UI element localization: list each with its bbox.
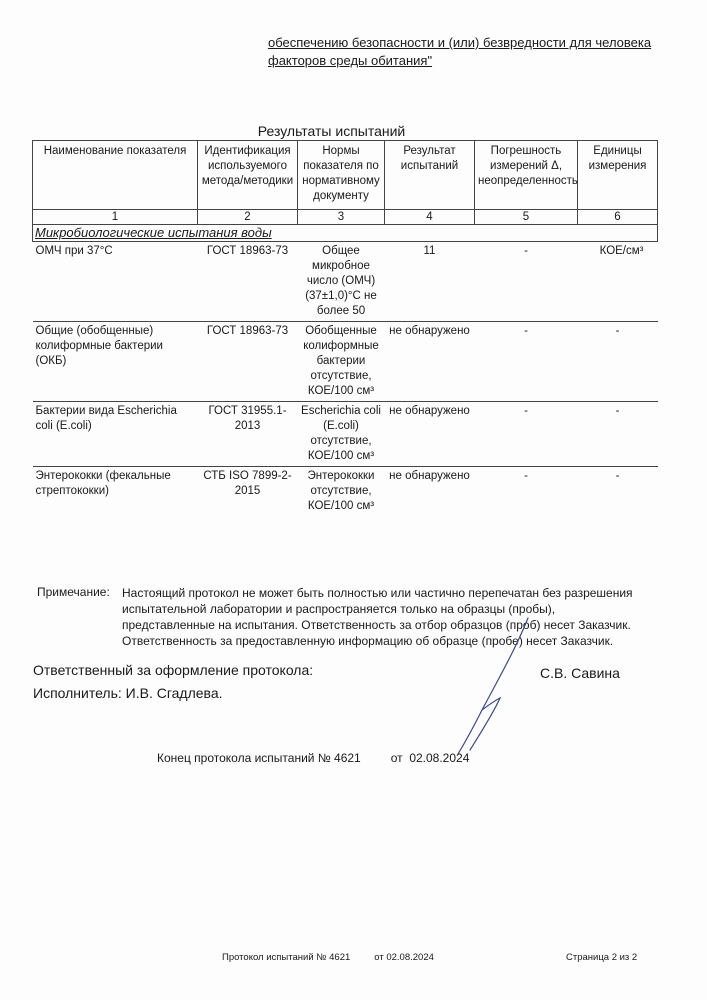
result: 11 (423, 245, 436, 257)
indicator-name: Энтерококки (фекальные стрептококки) (35, 470, 171, 497)
results-title-text: Результаты испытаний (257, 123, 406, 139)
note-text: Настоящий протокол не может быть полностью или частично перепечатан без разрешения испытательной лаборатории и распространяется только на образцы (пробы), представленные на испытания. Ответственность за отбор образцов (проб) несет Заказчик. Ответственность за предоставленную информацию об образце (пробе) несет Заказчик. (122, 586, 633, 648)
error: - (524, 405, 528, 417)
executor-label: Исполнитель: И.В. Сгадлева. (33, 685, 223, 701)
responsible-name: С.В. Савина (540, 665, 620, 681)
results-table (32, 140, 658, 516)
method: ГОСТ 18963-73 (206, 325, 289, 337)
unit: КОЕ/см³ (599, 245, 644, 257)
column-number: 3 (298, 210, 385, 225)
footer-from: от (374, 952, 384, 963)
footer-protocol-label: Протокол испытаний № 4621 (222, 952, 351, 963)
footer-protocol (222, 952, 434, 963)
unit: - (615, 325, 620, 337)
header-line-1: обеспечению безопасности и (или) безвредности для человека (268, 35, 652, 50)
footer-date: 02.08.2024 (386, 952, 434, 963)
norm: Обобщенные колиформные бактерии отсутствие, КОЕ/100 см³ (303, 325, 379, 397)
table-row (33, 242, 658, 322)
signature (440, 612, 550, 762)
footer-page-number: Страница 2 из 2 (566, 952, 638, 963)
unit: - (615, 405, 620, 417)
section-title: Микробиологические испытания воды (33, 225, 658, 242)
column-number: 4 (385, 210, 475, 225)
result: не обнаружено (389, 405, 470, 417)
column-number: 1 (33, 210, 198, 225)
column-header: Результат испытаний (385, 141, 475, 210)
column-header: Наименование показателя (33, 141, 198, 210)
error: - (524, 245, 528, 257)
method: ГОСТ 31955.1-2013 (208, 405, 287, 432)
indicator-name: Общие (обобщенные) колиформные бактерии (ОКБ) (35, 325, 163, 367)
indicator-name: ОМЧ при 37°С (35, 245, 113, 257)
column-header: Идентификация используемого метода/методики (198, 141, 298, 210)
results-title (0, 123, 707, 139)
table-header-row (33, 141, 658, 210)
column-header: Погрешность измерений Δ, неопределенность (475, 141, 578, 210)
result: не обнаружено (389, 470, 470, 482)
table-row (33, 402, 658, 467)
norm: Общее микробное число (ОМЧ) (37±1,0)°С не более 50 (305, 245, 377, 317)
table-row (33, 322, 658, 402)
end-of-protocol (157, 751, 469, 765)
column-number: 2 (198, 210, 298, 225)
section-row (33, 225, 658, 242)
column-header: Единицы измерения (578, 141, 658, 210)
result: не обнаружено (389, 325, 470, 337)
error: - (524, 470, 528, 482)
norm: Энтерококки отсутствие, КОЕ/100 см³ (307, 470, 375, 512)
end-label: Конец протокола испытаний № 4621 (157, 751, 361, 765)
column-number: 5 (475, 210, 578, 225)
column-header: Нормы показателя по нормативному документу (298, 141, 385, 210)
note-label: Примечание: (37, 585, 110, 599)
norm: Escherichia coli (E.coli) отсутствие, КОЕ/100 см³ (301, 405, 381, 462)
error: - (524, 325, 528, 337)
unit: - (615, 470, 620, 482)
end-from: от (390, 751, 403, 765)
column-number-row (33, 210, 658, 225)
indicator-name: Бактерии вида Escherichia coli (E.coli) (35, 405, 177, 432)
table-row (33, 467, 658, 516)
method: СТБ ISO 7899-2-2015 (203, 470, 292, 497)
header-line-2: факторов среды обитания" (268, 53, 433, 68)
end-date: 02.08.2024 (409, 751, 470, 765)
column-number: 6 (578, 210, 658, 225)
method: ГОСТ 18963-73 (206, 245, 289, 257)
responsible-label: Ответственный за оформление протокола: (33, 662, 314, 678)
